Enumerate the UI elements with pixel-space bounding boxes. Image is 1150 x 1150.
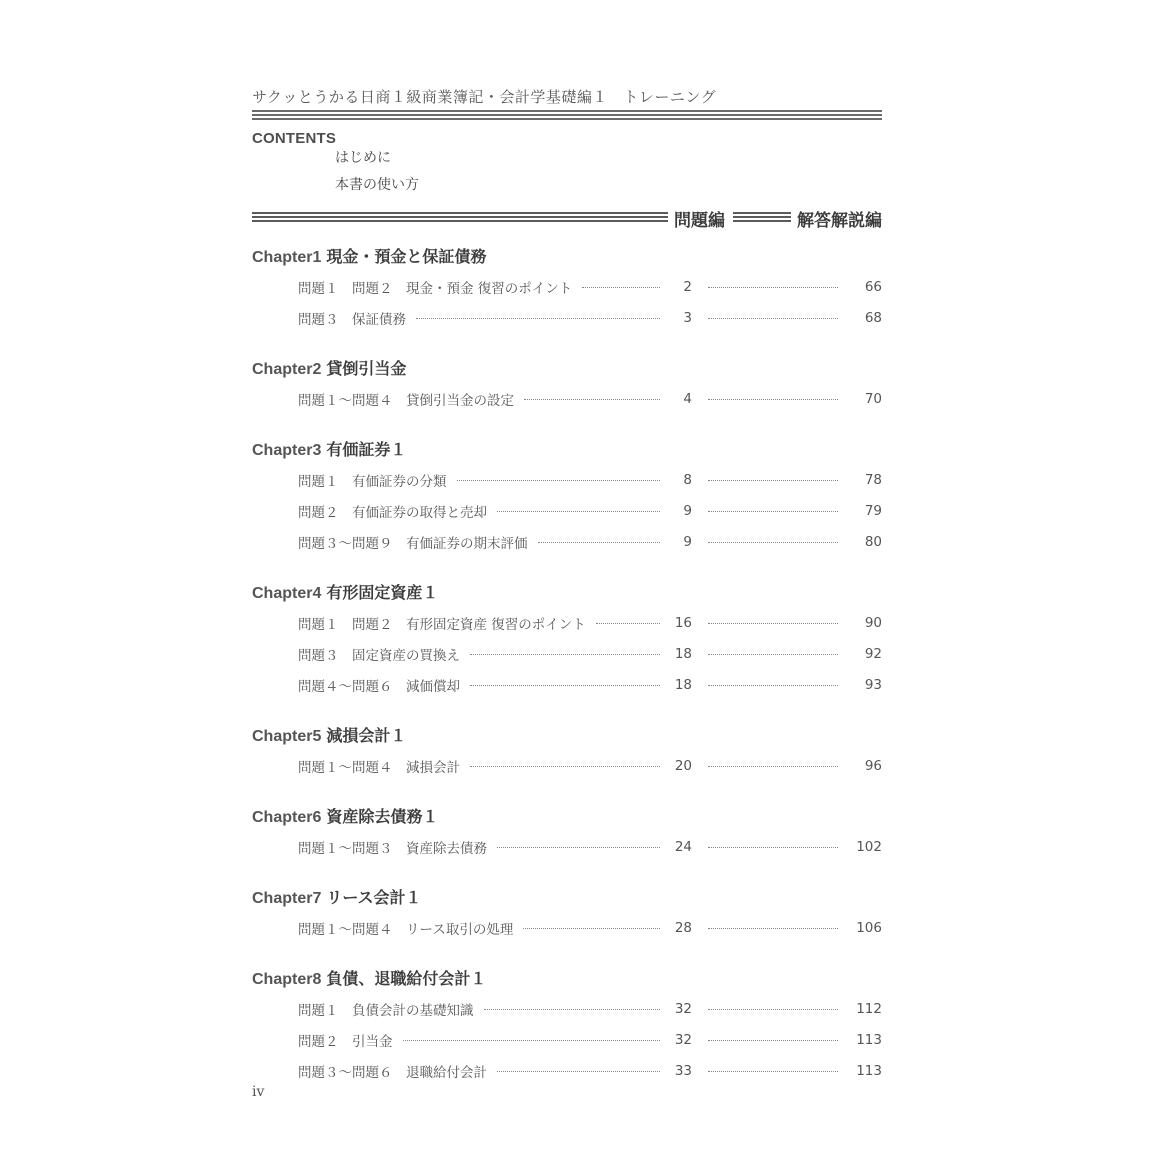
question-page-number: 32 <box>674 1031 692 1048</box>
chapter-number: Chapter7 <box>252 890 322 907</box>
chapter-number: Chapter8 <box>252 971 322 988</box>
question-page-number: 33 <box>674 1062 692 1079</box>
page-number: iv <box>252 1084 265 1100</box>
dot-leader <box>497 847 660 848</box>
dot-leader <box>708 511 838 512</box>
question-page-number: 20 <box>674 757 692 774</box>
book-title: サクッとうかる日商１級商業簿記・会計学基礎編１ トレーニング <box>252 88 717 106</box>
chapter-title[interactable] <box>252 579 882 607</box>
dot-leader <box>708 1009 838 1010</box>
chapter-name: リース会計１ <box>326 888 422 907</box>
chapter-name: 有価証券１ <box>326 440 407 459</box>
chapter-number: Chapter6 <box>252 809 322 826</box>
chapter-number: Chapter4 <box>252 585 322 602</box>
entry-label: 問題４～問題６ 減価償却 <box>298 678 460 695</box>
entry-label: 問題１～問題４ 減損会計 <box>298 759 460 776</box>
chapter-section <box>252 243 882 333</box>
dot-leader <box>708 318 838 319</box>
entry-label: 問題１ 問題２ 現金・預金 復習のポイント <box>298 280 573 297</box>
entry-label: 問題１～問題４ リース取引の処理 <box>298 921 514 938</box>
header-rule <box>733 212 791 224</box>
dot-leader <box>484 1009 661 1010</box>
toc-entry[interactable] <box>298 495 882 526</box>
toc-entry[interactable] <box>298 912 882 943</box>
chapter-section <box>252 436 882 557</box>
contents-heading: CONTENTS <box>252 130 337 147</box>
toc-entry[interactable] <box>298 993 882 1024</box>
chapter-number: Chapter3 <box>252 442 322 459</box>
chapter-number: Chapter1 <box>252 249 322 266</box>
dot-leader <box>497 511 660 512</box>
entry-label: 問題１～問題４ 貸倒引当金の設定 <box>298 392 514 409</box>
intro-list <box>335 145 882 199</box>
chapter-name: 減損会計１ <box>326 726 407 745</box>
chapter-title[interactable] <box>252 243 882 271</box>
entry-label: 問題２ 引当金 <box>298 1033 393 1050</box>
chapter-name: 現金・預金と保証債務 <box>326 247 487 266</box>
contents-page <box>252 86 882 1086</box>
dot-leader <box>470 766 660 767</box>
entry-label: 問題３～問題９ 有価証券の期末評価 <box>298 535 528 552</box>
chapter-list <box>252 243 882 1086</box>
answer-page-number: 70 <box>864 390 882 407</box>
question-page-number: 9 <box>683 533 692 550</box>
title-rule <box>252 110 882 122</box>
question-page-number: 9 <box>683 502 692 519</box>
dot-leader <box>524 399 660 400</box>
toc-entry[interactable] <box>298 638 882 669</box>
entry-label: 問題１ 有価証券の分類 <box>298 473 447 490</box>
answer-page-number: 90 <box>864 614 882 631</box>
chapter-title[interactable] <box>252 803 882 831</box>
questions-column-label: 問題編 <box>674 210 725 231</box>
chapter-title[interactable] <box>252 436 882 464</box>
dot-leader <box>708 928 838 929</box>
answer-page-number: 102 <box>856 838 882 855</box>
chapter-section <box>252 803 882 862</box>
chapter-name: 貸倒引当金 <box>326 359 407 378</box>
dot-leader <box>708 654 838 655</box>
chapter-section <box>252 722 882 781</box>
toc-entry[interactable] <box>298 526 882 557</box>
toc-entry[interactable] <box>298 1024 882 1055</box>
toc-entry[interactable] <box>298 669 882 700</box>
question-page-number: 28 <box>674 919 692 936</box>
chapter-section <box>252 965 882 1086</box>
answer-page-number: 113 <box>856 1062 882 1079</box>
entry-label: 問題１～問題３ 資産除去債務 <box>298 840 487 857</box>
dot-leader <box>708 623 838 624</box>
dot-leader <box>497 1071 660 1072</box>
question-page-number: 2 <box>683 278 692 295</box>
answers-column-label: 解答解説編 <box>797 210 882 231</box>
toc-entry[interactable] <box>298 750 882 781</box>
chapter-section <box>252 884 882 943</box>
chapter-section <box>252 579 882 700</box>
toc-entry[interactable] <box>298 464 882 495</box>
dot-leader <box>582 287 660 288</box>
chapter-name: 負債、退職給付会計１ <box>326 969 487 988</box>
dot-leader <box>708 847 838 848</box>
header-rule <box>252 212 668 224</box>
intro-item-hajimeni: はじめに <box>335 150 391 166</box>
answer-page-number: 66 <box>864 278 882 295</box>
question-page-number: 18 <box>674 676 692 693</box>
answer-page-number: 96 <box>864 757 882 774</box>
dot-leader <box>470 654 660 655</box>
dot-leader <box>708 1071 838 1072</box>
toc-entry[interactable] <box>298 302 882 333</box>
toc-entry[interactable] <box>298 607 882 638</box>
dot-leader <box>708 399 838 400</box>
dot-leader <box>708 766 838 767</box>
chapter-name: 有形固定資産１ <box>326 583 439 602</box>
intro-item-usage: 本書の使い方 <box>335 177 419 193</box>
question-page-number: 18 <box>674 645 692 662</box>
entry-label: 問題３ 保証債務 <box>298 311 406 328</box>
question-page-number: 4 <box>683 390 692 407</box>
question-page-number: 8 <box>683 471 692 488</box>
dot-leader <box>403 1040 661 1041</box>
entry-label: 問題１ 問題２ 有形固定資産 復習のポイント <box>298 616 586 633</box>
dot-leader <box>708 685 838 686</box>
answer-page-number: 68 <box>864 309 882 326</box>
answer-page-number: 93 <box>864 676 882 693</box>
dot-leader <box>523 928 660 929</box>
answer-page-number: 113 <box>856 1031 882 1048</box>
dot-leader <box>708 287 838 288</box>
question-page-number: 16 <box>674 614 692 631</box>
dot-leader <box>708 480 838 481</box>
dot-leader <box>708 1040 838 1041</box>
toc-entry[interactable] <box>298 383 882 414</box>
dot-leader <box>538 542 661 543</box>
answer-page-number: 106 <box>856 919 882 936</box>
entry-label: 問題１ 負債会計の基礎知識 <box>298 1002 474 1019</box>
dot-leader <box>470 685 660 686</box>
answer-page-number: 78 <box>864 471 882 488</box>
answer-page-number: 80 <box>864 533 882 550</box>
chapter-title[interactable] <box>252 884 882 912</box>
column-header <box>252 207 882 229</box>
chapter-section <box>252 355 882 414</box>
chapter-name: 資産除去債務１ <box>326 807 439 826</box>
dot-leader <box>457 480 661 481</box>
answer-page-number: 112 <box>856 1000 882 1017</box>
question-page-number: 32 <box>674 1000 692 1017</box>
entry-label: 問題２ 有価証券の取得と売却 <box>298 504 487 521</box>
chapter-number: Chapter2 <box>252 361 322 378</box>
answer-page-number: 79 <box>864 502 882 519</box>
chapter-title[interactable] <box>252 355 882 383</box>
toc-entry[interactable] <box>298 1055 882 1086</box>
entry-label: 問題３～問題６ 退職給付会計 <box>298 1064 487 1081</box>
toc-entry[interactable] <box>298 831 882 862</box>
toc-entry[interactable] <box>298 271 882 302</box>
question-page-number: 3 <box>683 309 692 326</box>
entry-label: 問題３ 固定資産の買換え <box>298 647 460 664</box>
chapter-title[interactable] <box>252 965 882 993</box>
chapter-title[interactable] <box>252 722 882 750</box>
dot-leader <box>708 542 838 543</box>
chapter-number: Chapter5 <box>252 728 322 745</box>
dot-leader <box>596 623 660 624</box>
answer-page-number: 92 <box>864 645 882 662</box>
dot-leader <box>416 318 660 319</box>
question-page-number: 24 <box>674 838 692 855</box>
